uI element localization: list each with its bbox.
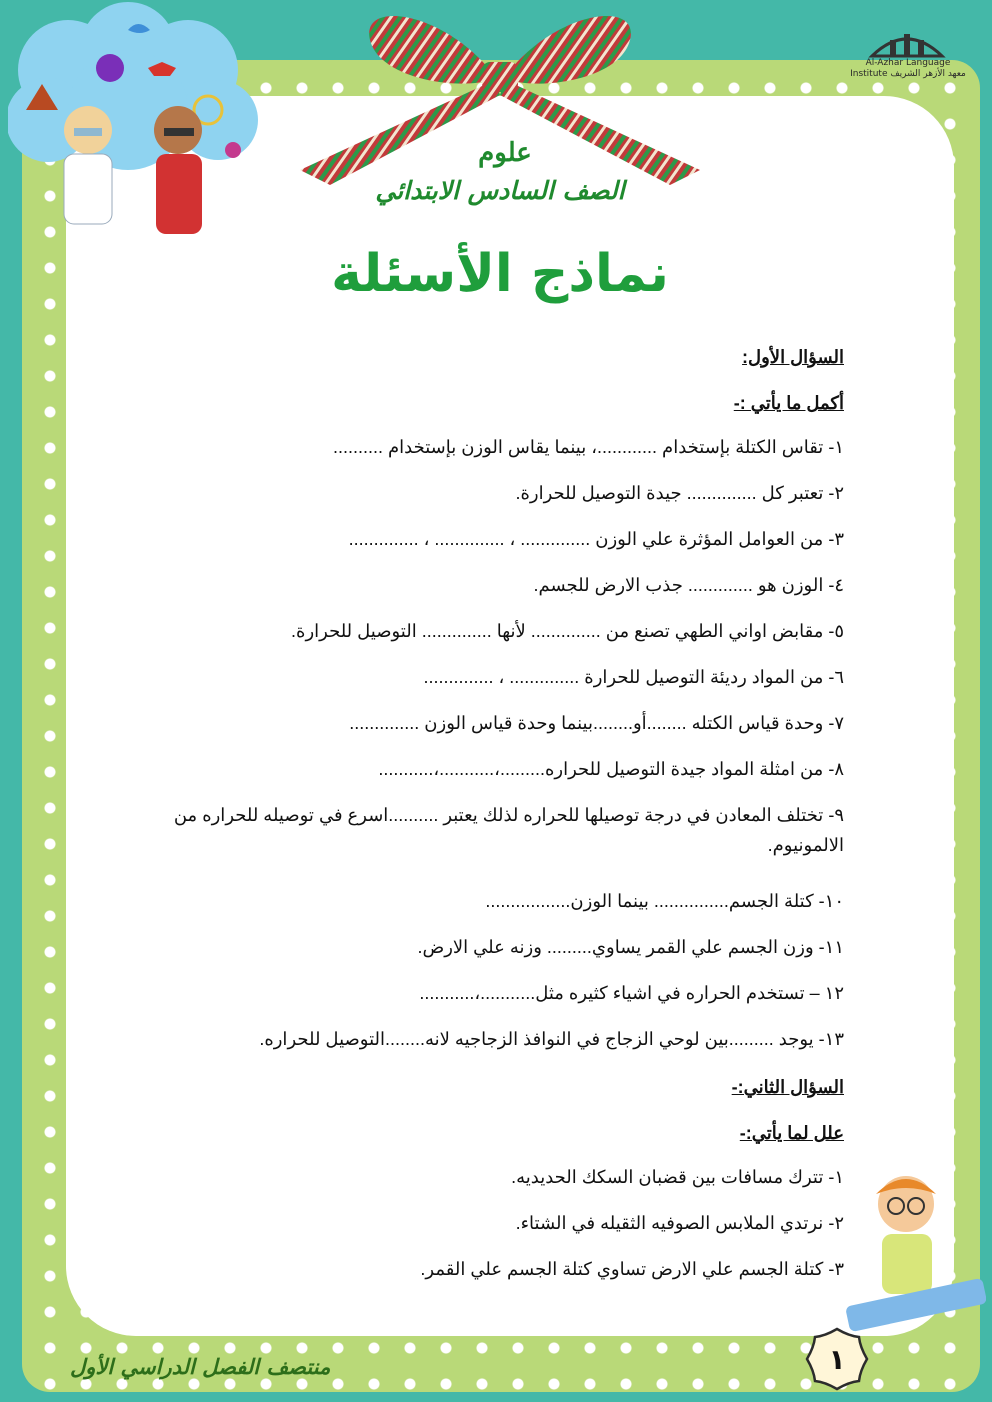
page-title: نماذج الأسئلة — [331, 244, 669, 304]
question-item: ٦- من المواد رديئة التوصيل للحرارة .............. ، .............. — [423, 667, 844, 687]
question-item: ١- تترك مسافات بين قضبان السكك الحديديه. — [511, 1167, 844, 1187]
girl-scientist-illustration — [64, 106, 112, 224]
grade-label: الصف السادس الابتدائي — [375, 176, 625, 205]
boy-scientist-illustration — [154, 106, 202, 234]
question-item: ٨- من امثلة المواد جيدة التوصيل للحراره.........،...........،........... — [378, 759, 844, 779]
question-item: ١٠- كتلة الجسم............... بينما الوزن................. — [485, 891, 844, 911]
molecule-icon — [225, 142, 241, 158]
question-item: ٢- نرتدي الملابس الصوفيه الثقيله في الشتاء. — [515, 1213, 844, 1233]
question-item: ٩- تختلف المعادن في درجة توصيلها للحراره لذلك يعتبر ..........اسرع في توصيله للحراره من الالمونيوم. — [173, 805, 844, 855]
boy-with-ruler-illustration — [846, 1164, 986, 1344]
page-number-badge — [804, 1326, 870, 1392]
page-number: ١ — [828, 1343, 846, 1376]
question-item: ٧- وحدة قياس الكتله ........أو........بينما وحدة قياس الوزن .............. — [349, 713, 844, 733]
institute-name: Al-Azhar Language Institute معهد الأزهر الشريف — [850, 58, 966, 79]
planet-icon — [96, 54, 124, 82]
question-item: ٥- مقابض اواني الطهي تصنع من .............. لأنها .............. التوصيل للحرارة. — [291, 621, 844, 641]
question-item: ١٣- يوجد .........بين لوحي الزجاج في النوافذ الزجاجيه لانه........التوصيل للحراره. — [259, 1029, 844, 1049]
questions-content — [104, 340, 844, 1300]
question-item: ٤- الوزن هو ............. جذب الارض للجسم. — [533, 575, 844, 595]
science-cloud-illustration — [8, 0, 258, 250]
question-item: ١- تقاس الكتلة بإستخدام ............، بينما يقاس الوزن بإستخدام .......... — [332, 437, 844, 457]
question-item: ١٢ – تستخدم الحراره في اشياء كثيره مثل...........،........... — [419, 983, 844, 1003]
subject-label: علوم — [478, 138, 532, 168]
section1-instruction: أكمل ما يأتي :- — [733, 393, 844, 413]
question-item: ٣- من العوامل المؤثرة علي الوزن .............. ، .............. ، .............. — [348, 529, 844, 549]
section2-heading: السؤال الثاني:- — [731, 1077, 844, 1097]
section2-instruction: علل لما يأتي:- — [739, 1123, 844, 1143]
section1-heading: السؤال الأول: — [742, 347, 844, 367]
term-label: منتصف الفصل الدراسي الأول — [70, 1354, 331, 1379]
question-item: ٢- تعتبر كل .............. جيدة التوصيل للحرارة. — [515, 483, 844, 503]
question-item: ٣- كتلة الجسم علي الارض تساوي كتلة الجسم علي القمر. — [420, 1259, 844, 1279]
question-item: ١١- وزن الجسم علي القمر يساوي......... وزنه علي الارض. — [417, 937, 844, 957]
